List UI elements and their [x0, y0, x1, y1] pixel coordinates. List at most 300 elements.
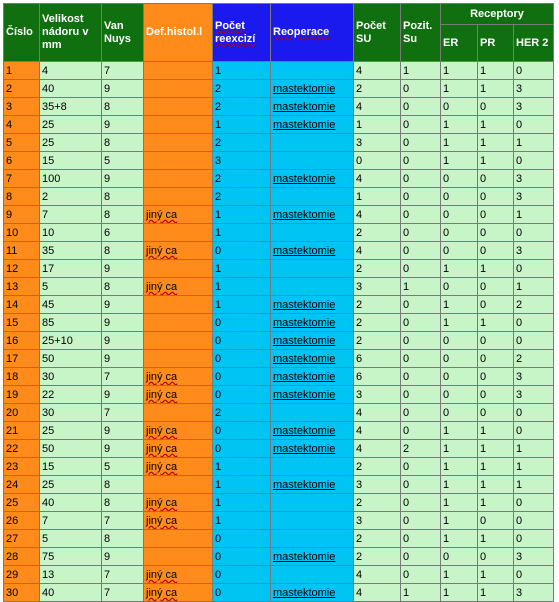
cell-reoperace[interactable]: mastektomie	[271, 422, 354, 440]
cell-velikost[interactable]: 10	[40, 224, 102, 242]
cell-pocet-su[interactable]: 4	[354, 98, 401, 116]
cell-pozit-su[interactable]: 2	[401, 440, 441, 458]
cell-pocet-su[interactable]: 3	[354, 476, 401, 494]
cell-her2[interactable]: 1	[514, 134, 554, 152]
cell-cislo[interactable]: 19	[4, 386, 40, 404]
cell-pr[interactable]: 0	[478, 170, 514, 188]
cell-pocet-su[interactable]: 3	[354, 278, 401, 296]
cell-pocet-reexcizi[interactable]: 0	[213, 368, 271, 386]
cell-her2[interactable]: 0	[514, 62, 554, 80]
cell-pr[interactable]: 1	[478, 152, 514, 170]
cell-reoperace[interactable]	[271, 62, 354, 80]
cell-vannuys[interactable]: 8	[102, 494, 144, 512]
cell-pocet-su[interactable]: 4	[354, 206, 401, 224]
cell-defhistol[interactable]	[144, 116, 213, 134]
cell-pozit-su[interactable]: 0	[401, 548, 441, 566]
cell-pocet-reexcizi[interactable]: 1	[213, 476, 271, 494]
cell-vannuys[interactable]: 7	[102, 368, 144, 386]
cell-pocet-su[interactable]: 2	[354, 260, 401, 278]
cell-reoperace[interactable]	[271, 530, 354, 548]
cell-pocet-su[interactable]: 1	[354, 116, 401, 134]
cell-reoperace[interactable]: mastektomie	[271, 116, 354, 134]
cell-defhistol[interactable]: jiný ca	[144, 242, 213, 260]
cell-pr[interactable]: 1	[478, 476, 514, 494]
cell-cislo[interactable]: 11	[4, 242, 40, 260]
cell-pozit-su[interactable]: 0	[401, 80, 441, 98]
cell-velikost[interactable]: 40	[40, 494, 102, 512]
cell-cislo[interactable]: 23	[4, 458, 40, 476]
cell-velikost[interactable]: 7	[40, 512, 102, 530]
cell-pozit-su[interactable]: 0	[401, 242, 441, 260]
cell-vannuys[interactable]: 8	[102, 530, 144, 548]
col-header-reoperace[interactable]: Reoperace	[271, 4, 354, 62]
cell-pocet-reexcizi[interactable]: 1	[213, 512, 271, 530]
cell-velikost[interactable]: 100	[40, 170, 102, 188]
cell-defhistol[interactable]	[144, 260, 213, 278]
cell-pocet-reexcizi[interactable]: 2	[213, 170, 271, 188]
cell-pozit-su[interactable]: 1	[401, 278, 441, 296]
cell-reoperace[interactable]: mastektomie	[271, 98, 354, 116]
cell-er[interactable]: 0	[441, 332, 478, 350]
cell-reoperace[interactable]: mastektomie	[271, 584, 354, 602]
cell-er[interactable]: 0	[441, 170, 478, 188]
cell-cislo[interactable]: 25	[4, 494, 40, 512]
cell-cislo[interactable]: 14	[4, 296, 40, 314]
cell-vannuys[interactable]: 9	[102, 350, 144, 368]
cell-pocet-reexcizi[interactable]: 2	[213, 98, 271, 116]
cell-vannuys[interactable]: 9	[102, 260, 144, 278]
cell-pr[interactable]: 0	[478, 368, 514, 386]
col-header-pozit-su[interactable]: Pozit. Su	[401, 4, 441, 62]
cell-reoperace[interactable]: mastektomie	[271, 242, 354, 260]
cell-pocet-reexcizi[interactable]: 1	[213, 296, 271, 314]
cell-cislo[interactable]: 6	[4, 152, 40, 170]
cell-pocet-su[interactable]: 2	[354, 224, 401, 242]
cell-pr[interactable]: 1	[478, 62, 514, 80]
cell-her2[interactable]: 3	[514, 188, 554, 206]
cell-pocet-su[interactable]: 3	[354, 134, 401, 152]
cell-er[interactable]: 0	[441, 188, 478, 206]
cell-vannuys[interactable]: 8	[102, 278, 144, 296]
cell-vannuys[interactable]: 9	[102, 116, 144, 134]
cell-er[interactable]: 0	[441, 206, 478, 224]
cell-pozit-su[interactable]: 0	[401, 170, 441, 188]
cell-er[interactable]: 1	[441, 296, 478, 314]
cell-pocet-su[interactable]: 2	[354, 458, 401, 476]
cell-velikost[interactable]: 30	[40, 368, 102, 386]
cell-er[interactable]: 0	[441, 350, 478, 368]
cell-pr[interactable]: 1	[478, 134, 514, 152]
cell-defhistol[interactable]	[144, 476, 213, 494]
cell-cislo[interactable]: 12	[4, 260, 40, 278]
cell-pr[interactable]: 1	[478, 566, 514, 584]
cell-reoperace[interactable]	[271, 494, 354, 512]
cell-pozit-su[interactable]: 0	[401, 296, 441, 314]
cell-pocet-su[interactable]: 1	[354, 188, 401, 206]
cell-cislo[interactable]: 22	[4, 440, 40, 458]
cell-er[interactable]: 0	[441, 242, 478, 260]
cell-reoperace[interactable]	[271, 188, 354, 206]
cell-her2[interactable]: 1	[514, 440, 554, 458]
cell-er[interactable]: 1	[441, 260, 478, 278]
cell-velikost[interactable]: 5	[40, 530, 102, 548]
cell-reoperace[interactable]	[271, 278, 354, 296]
cell-pocet-reexcizi[interactable]: 0	[213, 332, 271, 350]
cell-pocet-su[interactable]: 2	[354, 296, 401, 314]
cell-velikost[interactable]: 22	[40, 386, 102, 404]
cell-er[interactable]: 1	[441, 494, 478, 512]
cell-pocet-reexcizi[interactable]: 0	[213, 548, 271, 566]
col-header-pocet-reexcizi[interactable]: Počet reexcizí	[213, 4, 271, 62]
cell-pocet-reexcizi[interactable]: 1	[213, 278, 271, 296]
cell-er[interactable]: 1	[441, 80, 478, 98]
cell-er[interactable]: 0	[441, 224, 478, 242]
cell-reoperace[interactable]	[271, 404, 354, 422]
cell-pozit-su[interactable]: 0	[401, 386, 441, 404]
cell-velikost[interactable]: 17	[40, 260, 102, 278]
cell-velikost[interactable]: 25	[40, 422, 102, 440]
cell-pozit-su[interactable]: 1	[401, 62, 441, 80]
cell-velikost[interactable]: 40	[40, 80, 102, 98]
cell-defhistol[interactable]	[144, 62, 213, 80]
cell-er[interactable]: 1	[441, 530, 478, 548]
cell-pr[interactable]: 0	[478, 296, 514, 314]
cell-her2[interactable]: 1	[514, 206, 554, 224]
cell-defhistol[interactable]: jiný ca	[144, 458, 213, 476]
cell-vannuys[interactable]: 8	[102, 98, 144, 116]
cell-her2[interactable]: 0	[514, 224, 554, 242]
cell-er[interactable]: 0	[441, 548, 478, 566]
cell-er[interactable]: 1	[441, 566, 478, 584]
cell-pr[interactable]: 0	[478, 242, 514, 260]
cell-velikost[interactable]: 13	[40, 566, 102, 584]
cell-pr[interactable]: 1	[478, 494, 514, 512]
cell-pocet-reexcizi[interactable]: 0	[213, 242, 271, 260]
cell-vannuys[interactable]: 7	[102, 404, 144, 422]
cell-vannuys[interactable]: 5	[102, 152, 144, 170]
cell-pr[interactable]: 0	[478, 512, 514, 530]
cell-pr[interactable]: 0	[478, 224, 514, 242]
cell-pr[interactable]: 0	[478, 350, 514, 368]
cell-velikost[interactable]: 25	[40, 476, 102, 494]
cell-pocet-su[interactable]: 4	[354, 440, 401, 458]
cell-pozit-su[interactable]: 0	[401, 260, 441, 278]
cell-pocet-su[interactable]: 0	[354, 152, 401, 170]
cell-pocet-su[interactable]: 4	[354, 62, 401, 80]
cell-pozit-su[interactable]: 1	[401, 584, 441, 602]
cell-her2[interactable]: 0	[514, 116, 554, 134]
cell-reoperace[interactable]: mastektomie	[271, 206, 354, 224]
cell-pocet-reexcizi[interactable]: 2	[213, 134, 271, 152]
cell-her2[interactable]: 3	[514, 98, 554, 116]
cell-vannuys[interactable]: 8	[102, 134, 144, 152]
cell-pocet-su[interactable]: 3	[354, 512, 401, 530]
cell-cislo[interactable]: 13	[4, 278, 40, 296]
cell-velikost[interactable]: 15	[40, 458, 102, 476]
cell-pozit-su[interactable]: 0	[401, 206, 441, 224]
cell-pocet-su[interactable]: 4	[354, 584, 401, 602]
cell-cislo[interactable]: 2	[4, 80, 40, 98]
cell-velikost[interactable]: 2	[40, 188, 102, 206]
cell-cislo[interactable]: 26	[4, 512, 40, 530]
cell-pozit-su[interactable]: 0	[401, 314, 441, 332]
cell-defhistol[interactable]	[144, 80, 213, 98]
cell-reoperace[interactable]: mastektomie	[271, 368, 354, 386]
cell-pocet-reexcizi[interactable]: 1	[213, 206, 271, 224]
cell-pozit-su[interactable]: 0	[401, 494, 441, 512]
cell-reoperace[interactable]	[271, 512, 354, 530]
cell-defhistol[interactable]	[144, 404, 213, 422]
cell-her2[interactable]: 3	[514, 170, 554, 188]
cell-defhistol[interactable]: jiný ca	[144, 512, 213, 530]
cell-her2[interactable]: 0	[514, 422, 554, 440]
cell-er[interactable]: 1	[441, 134, 478, 152]
cell-pocet-su[interactable]: 6	[354, 368, 401, 386]
cell-pr[interactable]: 0	[478, 98, 514, 116]
cell-pozit-su[interactable]: 0	[401, 152, 441, 170]
cell-cislo[interactable]: 30	[4, 584, 40, 602]
cell-defhistol[interactable]	[144, 350, 213, 368]
cell-her2[interactable]: 0	[514, 512, 554, 530]
cell-velikost[interactable]: 4	[40, 62, 102, 80]
cell-pocet-reexcizi[interactable]: 1	[213, 116, 271, 134]
cell-cislo[interactable]: 8	[4, 188, 40, 206]
cell-pocet-reexcizi[interactable]: 1	[213, 458, 271, 476]
cell-her2[interactable]: 2	[514, 350, 554, 368]
cell-velikost[interactable]: 15	[40, 152, 102, 170]
cell-defhistol[interactable]: jiný ca	[144, 422, 213, 440]
cell-velikost[interactable]: 35	[40, 242, 102, 260]
cell-her2[interactable]: 1	[514, 458, 554, 476]
cell-pozit-su[interactable]: 0	[401, 530, 441, 548]
cell-cislo[interactable]: 18	[4, 368, 40, 386]
cell-er[interactable]: 1	[441, 476, 478, 494]
cell-cislo[interactable]: 3	[4, 98, 40, 116]
cell-defhistol[interactable]: jiný ca	[144, 494, 213, 512]
cell-cislo[interactable]: 20	[4, 404, 40, 422]
cell-pocet-su[interactable]: 4	[354, 242, 401, 260]
cell-cislo[interactable]: 28	[4, 548, 40, 566]
cell-pocet-su[interactable]: 2	[354, 530, 401, 548]
cell-pocet-reexcizi[interactable]: 0	[213, 422, 271, 440]
cell-her2[interactable]: 3	[514, 548, 554, 566]
cell-er[interactable]: 0	[441, 404, 478, 422]
cell-pozit-su[interactable]: 0	[401, 332, 441, 350]
cell-defhistol[interactable]: jiný ca	[144, 206, 213, 224]
cell-defhistol[interactable]	[144, 530, 213, 548]
cell-pr[interactable]: 0	[478, 188, 514, 206]
cell-pozit-su[interactable]: 0	[401, 188, 441, 206]
cell-reoperace[interactable]: mastektomie	[271, 386, 354, 404]
cell-cislo[interactable]: 1	[4, 62, 40, 80]
cell-reoperace[interactable]: mastektomie	[271, 350, 354, 368]
cell-er[interactable]: 1	[441, 116, 478, 134]
cell-cislo[interactable]: 10	[4, 224, 40, 242]
cell-defhistol[interactable]	[144, 224, 213, 242]
cell-defhistol[interactable]: jiný ca	[144, 566, 213, 584]
cell-pr[interactable]: 1	[478, 422, 514, 440]
cell-pocet-reexcizi[interactable]: 3	[213, 152, 271, 170]
cell-her2[interactable]: 0	[514, 314, 554, 332]
cell-defhistol[interactable]	[144, 188, 213, 206]
cell-pr[interactable]: 1	[478, 530, 514, 548]
cell-pozit-su[interactable]: 0	[401, 116, 441, 134]
col-header-pr[interactable]: PR	[478, 25, 514, 62]
cell-defhistol[interactable]	[144, 134, 213, 152]
cell-vannuys[interactable]: 7	[102, 566, 144, 584]
cell-pocet-reexcizi[interactable]: 2	[213, 80, 271, 98]
cell-her2[interactable]: 3	[514, 80, 554, 98]
cell-reoperace[interactable]: mastektomie	[271, 332, 354, 350]
cell-pr[interactable]: 0	[478, 206, 514, 224]
cell-pocet-reexcizi[interactable]: 0	[213, 314, 271, 332]
cell-pocet-su[interactable]: 2	[354, 332, 401, 350]
cell-defhistol[interactable]: jiný ca	[144, 440, 213, 458]
cell-cislo[interactable]: 15	[4, 314, 40, 332]
cell-velikost[interactable]: 75	[40, 548, 102, 566]
cell-vannuys[interactable]: 9	[102, 170, 144, 188]
cell-cislo[interactable]: 24	[4, 476, 40, 494]
cell-her2[interactable]: 2	[514, 296, 554, 314]
cell-pocet-reexcizi[interactable]: 0	[213, 386, 271, 404]
cell-pocet-su[interactable]: 2	[354, 548, 401, 566]
cell-defhistol[interactable]	[144, 332, 213, 350]
cell-defhistol[interactable]	[144, 548, 213, 566]
cell-vannuys[interactable]: 7	[102, 584, 144, 602]
cell-er[interactable]: 1	[441, 440, 478, 458]
cell-velikost[interactable]: 35+8	[40, 98, 102, 116]
cell-pr[interactable]: 0	[478, 404, 514, 422]
cell-cislo[interactable]: 17	[4, 350, 40, 368]
cell-pozit-su[interactable]: 0	[401, 368, 441, 386]
cell-defhistol[interactable]	[144, 170, 213, 188]
cell-defhistol[interactable]	[144, 98, 213, 116]
cell-velikost[interactable]: 50	[40, 440, 102, 458]
cell-vannuys[interactable]: 9	[102, 548, 144, 566]
cell-her2[interactable]: 0	[514, 260, 554, 278]
col-header-er[interactable]: ER	[441, 25, 478, 62]
cell-pocet-su[interactable]: 2	[354, 494, 401, 512]
cell-reoperace[interactable]: mastektomie	[271, 440, 354, 458]
cell-reoperace[interactable]: mastektomie	[271, 296, 354, 314]
cell-vannuys[interactable]: 7	[102, 62, 144, 80]
cell-pocet-reexcizi[interactable]: 0	[213, 350, 271, 368]
cell-pozit-su[interactable]: 0	[401, 422, 441, 440]
cell-reoperace[interactable]	[271, 260, 354, 278]
cell-vannuys[interactable]: 6	[102, 224, 144, 242]
cell-cislo[interactable]: 4	[4, 116, 40, 134]
cell-defhistol[interactable]: jiný ca	[144, 278, 213, 296]
cell-pocet-reexcizi[interactable]: 0	[213, 584, 271, 602]
cell-velikost[interactable]: 30	[40, 404, 102, 422]
col-header-receptory[interactable]: Receptory	[441, 4, 554, 25]
cell-reoperace[interactable]: mastektomie	[271, 314, 354, 332]
cell-er[interactable]: 1	[441, 422, 478, 440]
cell-pocet-su[interactable]: 4	[354, 566, 401, 584]
cell-cislo[interactable]: 21	[4, 422, 40, 440]
cell-her2[interactable]: 0	[514, 566, 554, 584]
cell-pozit-su[interactable]: 0	[401, 350, 441, 368]
cell-er[interactable]: 0	[441, 368, 478, 386]
cell-reoperace[interactable]	[271, 224, 354, 242]
cell-reoperace[interactable]	[271, 458, 354, 476]
cell-vannuys[interactable]: 8	[102, 206, 144, 224]
cell-vannuys[interactable]: 8	[102, 242, 144, 260]
cell-defhistol[interactable]	[144, 152, 213, 170]
cell-pozit-su[interactable]: 0	[401, 224, 441, 242]
cell-pocet-reexcizi[interactable]: 2	[213, 188, 271, 206]
cell-pr[interactable]: 1	[478, 584, 514, 602]
cell-her2[interactable]: 0	[514, 530, 554, 548]
cell-vannuys[interactable]: 9	[102, 314, 144, 332]
cell-velikost[interactable]: 5	[40, 278, 102, 296]
cell-pocet-su[interactable]: 2	[354, 80, 401, 98]
cell-pocet-su[interactable]: 2	[354, 314, 401, 332]
cell-her2[interactable]: 3	[514, 584, 554, 602]
cell-defhistol[interactable]: jiný ca	[144, 386, 213, 404]
cell-vannuys[interactable]: 9	[102, 332, 144, 350]
cell-pr[interactable]: 1	[478, 116, 514, 134]
cell-cislo[interactable]: 27	[4, 530, 40, 548]
cell-pocet-reexcizi[interactable]: 1	[213, 494, 271, 512]
cell-vannuys[interactable]: 5	[102, 458, 144, 476]
cell-reoperace[interactable]: mastektomie	[271, 548, 354, 566]
cell-er[interactable]: 1	[441, 512, 478, 530]
cell-pr[interactable]: 1	[478, 458, 514, 476]
cell-er[interactable]: 1	[441, 314, 478, 332]
cell-pocet-reexcizi[interactable]: 0	[213, 530, 271, 548]
cell-her2[interactable]: 3	[514, 386, 554, 404]
cell-cislo[interactable]: 9	[4, 206, 40, 224]
cell-reoperace[interactable]: mastektomie	[271, 170, 354, 188]
cell-pocet-su[interactable]: 4	[354, 404, 401, 422]
cell-pozit-su[interactable]: 0	[401, 512, 441, 530]
cell-pocet-reexcizi[interactable]: 0	[213, 566, 271, 584]
cell-velikost[interactable]: 40	[40, 584, 102, 602]
cell-vannuys[interactable]: 7	[102, 512, 144, 530]
cell-pozit-su[interactable]: 0	[401, 458, 441, 476]
cell-pocet-su[interactable]: 4	[354, 170, 401, 188]
cell-vannuys[interactable]: 8	[102, 476, 144, 494]
cell-velikost[interactable]: 25	[40, 134, 102, 152]
cell-pr[interactable]: 0	[478, 332, 514, 350]
cell-pocet-su[interactable]: 6	[354, 350, 401, 368]
cell-pocet-su[interactable]: 4	[354, 422, 401, 440]
cell-her2[interactable]: 1	[514, 476, 554, 494]
cell-pr[interactable]: 0	[478, 278, 514, 296]
cell-vannuys[interactable]: 9	[102, 80, 144, 98]
cell-reoperace[interactable]	[271, 152, 354, 170]
cell-pocet-reexcizi[interactable]: 1	[213, 260, 271, 278]
cell-velikost[interactable]: 45	[40, 296, 102, 314]
cell-velikost[interactable]: 50	[40, 350, 102, 368]
cell-reoperace[interactable]: mastektomie	[271, 476, 354, 494]
cell-pocet-su[interactable]: 3	[354, 386, 401, 404]
cell-pocet-reexcizi[interactable]: 1	[213, 224, 271, 242]
cell-her2[interactable]: 0	[514, 494, 554, 512]
cell-er[interactable]: 0	[441, 278, 478, 296]
cell-reoperace[interactable]	[271, 566, 354, 584]
cell-pr[interactable]: 0	[478, 386, 514, 404]
cell-er[interactable]: 1	[441, 584, 478, 602]
cell-vannuys[interactable]: 9	[102, 386, 144, 404]
cell-velikost[interactable]: 25+10	[40, 332, 102, 350]
cell-vannuys[interactable]: 9	[102, 440, 144, 458]
cell-cislo[interactable]: 5	[4, 134, 40, 152]
cell-pocet-reexcizi[interactable]: 1	[213, 62, 271, 80]
cell-her2[interactable]: 0	[514, 152, 554, 170]
cell-defhistol[interactable]: jiný ca	[144, 584, 213, 602]
